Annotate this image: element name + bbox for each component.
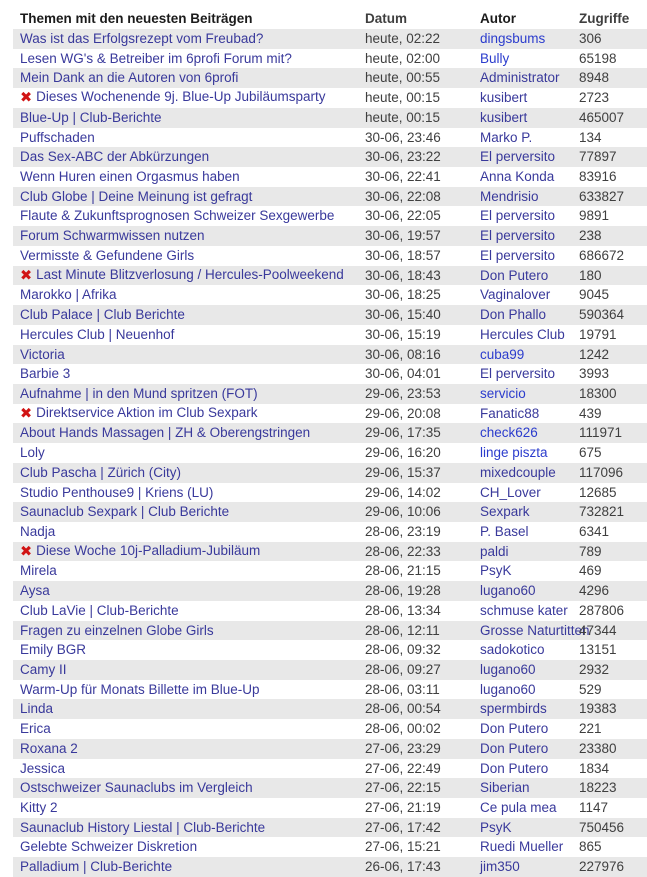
table-header-row bbox=[13, 8, 647, 29]
topic-date: 29-06, 14:02 bbox=[365, 484, 441, 500]
topic-views: 2723 bbox=[579, 90, 610, 106]
author-link[interactable]: Anna Konda bbox=[480, 169, 555, 185]
topic-views: 238 bbox=[579, 228, 602, 244]
table-row bbox=[13, 384, 647, 404]
topic-link[interactable]: Aufnahme | in den Mund spritzen (FOT) bbox=[20, 385, 258, 401]
topic-date: 28-06, 19:28 bbox=[365, 583, 441, 599]
author-link[interactable]: PsyK bbox=[480, 819, 512, 835]
topic-link[interactable]: Jessica bbox=[20, 760, 66, 776]
topic-date: 27-06, 21:19 bbox=[365, 800, 441, 816]
table-row bbox=[13, 522, 647, 542]
author-link[interactable]: paldi bbox=[480, 543, 509, 559]
table-row bbox=[13, 680, 647, 700]
topic-views: 47344 bbox=[579, 622, 617, 638]
author-link[interactable]: linge piszta bbox=[480, 445, 548, 461]
topic-views: 18223 bbox=[579, 780, 617, 796]
author-link[interactable]: Marko P. bbox=[480, 129, 533, 145]
topic-date: 28-06, 09:27 bbox=[365, 662, 441, 677]
topic-views: 12685 bbox=[579, 484, 617, 500]
author-link[interactable]: sadokotico bbox=[480, 642, 545, 658]
topic-link[interactable]: Palladium | Club-Berichte bbox=[20, 859, 173, 875]
topic-date: 30-06, 23:22 bbox=[365, 149, 441, 165]
author-link[interactable]: mixedcouple bbox=[480, 464, 556, 480]
author-link[interactable]: El perversito bbox=[480, 366, 556, 382]
topic-link[interactable]: Das Sex-ABC der Abkürzungen bbox=[20, 149, 210, 165]
topic-link[interactable]: Roxana 2 bbox=[20, 740, 78, 756]
topic-date: 26-06, 17:43 bbox=[365, 859, 441, 875]
column-header-topics: Themen mit den neuesten Beiträgen bbox=[20, 10, 253, 26]
topic-link[interactable]: Club LaVie | Club-Berichte bbox=[20, 602, 179, 618]
table-row bbox=[13, 226, 647, 246]
topic-views: 3993 bbox=[579, 366, 610, 382]
topic-link[interactable]: Camy II bbox=[20, 662, 67, 677]
topic-link[interactable]: Club Globe | Deine Meinung ist gefragt bbox=[20, 188, 253, 204]
author-link[interactable]: Mendrisio bbox=[480, 188, 539, 204]
topic-link[interactable]: Was ist das Erfolgsrezept vom Freubad? bbox=[20, 31, 264, 46]
topic-views: 6341 bbox=[579, 523, 610, 539]
table-row bbox=[13, 542, 647, 562]
topic-link[interactable]: Club Pascha | Zürich (City) bbox=[20, 464, 182, 480]
table-row bbox=[13, 463, 647, 483]
author-link[interactable]: Grosse Naturtitten bbox=[480, 622, 590, 638]
table-row bbox=[13, 857, 647, 877]
author-link[interactable]: CH_Lover bbox=[480, 484, 541, 500]
topic-link[interactable]: Dieses Wochenende 9j. Blue-Up Jubiläumsparty bbox=[36, 89, 326, 105]
table-row bbox=[13, 818, 647, 838]
table-row bbox=[13, 49, 647, 69]
topic-link[interactable]: Vermisste & Gefundene Girls bbox=[20, 247, 195, 263]
topic-views: 469 bbox=[579, 563, 602, 579]
column-header-views: Zugriffe bbox=[579, 10, 630, 26]
table-row bbox=[13, 128, 647, 148]
table-row bbox=[13, 305, 647, 325]
author-link[interactable]: lugano60 bbox=[480, 583, 536, 599]
table-row bbox=[13, 502, 647, 522]
author-link[interactable]: check626 bbox=[480, 425, 538, 441]
author-link[interactable]: Ruedi Mueller bbox=[480, 839, 564, 855]
table-row bbox=[13, 88, 647, 108]
topic-link[interactable]: Victoria bbox=[20, 346, 65, 362]
topic-date: 29-06, 17:35 bbox=[365, 425, 441, 441]
topic-link[interactable]: Last Minute Blitzverlosung / Hercules-Poolweekend bbox=[36, 266, 344, 282]
topic-link[interactable]: Lesen WG's & Betreiber im 6profi Forum mit? bbox=[20, 50, 292, 66]
topic-views: 18300 bbox=[579, 385, 617, 401]
topic-date: 29-06, 20:08 bbox=[365, 405, 441, 421]
topic-date: 27-06, 22:15 bbox=[365, 780, 441, 796]
topic-views: 2932 bbox=[579, 662, 610, 677]
column-header-date: Datum bbox=[365, 10, 408, 26]
table-row bbox=[13, 759, 647, 779]
topic-date: 28-06, 13:34 bbox=[365, 602, 441, 618]
table-row bbox=[13, 483, 647, 503]
topic-date: 28-06, 00:02 bbox=[365, 721, 441, 737]
table-row bbox=[13, 285, 647, 305]
author-link[interactable]: spermbirds bbox=[480, 701, 547, 717]
table-row bbox=[13, 621, 647, 641]
topic-link[interactable]: Forum Schwarmwissen nutzen bbox=[20, 228, 205, 244]
author-link[interactable]: jim350 bbox=[480, 859, 520, 875]
topic-date: 28-06, 09:32 bbox=[365, 642, 441, 658]
topic-date: heute, 00:15 bbox=[365, 90, 441, 106]
topic-views: 686672 bbox=[579, 247, 625, 263]
topic-link[interactable]: Club Palace | Club Berichte bbox=[20, 307, 185, 323]
author-link[interactable]: servicio bbox=[480, 385, 526, 401]
table-row bbox=[13, 778, 647, 798]
author-link[interactable]: El perversito bbox=[480, 149, 556, 165]
table-row bbox=[13, 739, 647, 759]
author-link[interactable]: Don Putero bbox=[480, 721, 549, 737]
topic-link[interactable]: Direktservice Aktion im Club Sexpark bbox=[36, 404, 258, 420]
author-link[interactable]: kusibert bbox=[480, 109, 528, 125]
table-row bbox=[13, 167, 647, 187]
topic-date: 30-06, 22:41 bbox=[365, 169, 441, 185]
topic-link[interactable]: Saunaclub Sexpark | Club Berichte bbox=[20, 504, 230, 520]
topic-views: 675 bbox=[579, 445, 602, 461]
author-link[interactable]: Fanatic88 bbox=[480, 405, 540, 421]
table-row bbox=[13, 345, 647, 365]
table-row bbox=[13, 443, 647, 463]
closed-topic-icon: ✖ bbox=[20, 543, 33, 560]
topic-views: 439 bbox=[579, 405, 602, 421]
closed-topic-icon: ✖ bbox=[20, 90, 33, 107]
closed-topic-icon: ✖ bbox=[20, 267, 33, 284]
author-link[interactable]: El perversito bbox=[480, 228, 556, 244]
table-row bbox=[13, 581, 647, 601]
topic-views: 9045 bbox=[579, 287, 610, 303]
topic-date: 30-06, 15:40 bbox=[365, 307, 441, 323]
topic-date: 29-06, 15:37 bbox=[365, 464, 441, 480]
author-link[interactable]: Don Putero bbox=[480, 740, 549, 756]
topic-views: 19383 bbox=[579, 701, 617, 717]
table-row bbox=[13, 404, 647, 424]
author-link[interactable]: P. Basel bbox=[480, 523, 529, 539]
topic-table bbox=[13, 0, 647, 877]
topic-date: 28-06, 00:54 bbox=[365, 701, 441, 717]
table-row bbox=[13, 601, 647, 621]
topic-views: 1834 bbox=[579, 760, 610, 776]
table-row bbox=[13, 423, 647, 443]
topic-date: 27-06, 22:49 bbox=[365, 760, 441, 776]
topic-link[interactable]: Blue-Up | Club-Berichte bbox=[20, 109, 162, 125]
topic-date: 28-06, 21:15 bbox=[365, 563, 441, 579]
topic-link[interactable]: Saunaclub History Liestal | Club-Berichte bbox=[20, 819, 266, 835]
table-row bbox=[13, 719, 647, 739]
topic-date: 27-06, 23:29 bbox=[365, 740, 441, 756]
topic-views: 4296 bbox=[579, 583, 610, 599]
table-row bbox=[13, 699, 647, 719]
topic-date: heute, 02:00 bbox=[365, 50, 441, 66]
topic-date: 30-06, 04:01 bbox=[365, 366, 441, 382]
author-link[interactable]: Hercules Club bbox=[480, 326, 565, 342]
author-link[interactable]: Siberian bbox=[480, 780, 530, 796]
topic-date: 27-06, 17:42 bbox=[365, 819, 441, 835]
topic-link[interactable]: Linda bbox=[20, 701, 54, 717]
author-link[interactable]: Don Putero bbox=[480, 760, 549, 776]
table-row bbox=[13, 108, 647, 128]
topic-date: 30-06, 22:08 bbox=[365, 188, 441, 204]
topic-views: 8948 bbox=[579, 70, 610, 86]
topic-link[interactable]: Hercules Club | Neuenhof bbox=[20, 326, 175, 342]
author-link[interactable]: Bully bbox=[480, 50, 510, 66]
topic-views: 1242 bbox=[579, 346, 610, 362]
table-row bbox=[13, 561, 647, 581]
topic-views: 23380 bbox=[579, 740, 617, 756]
topic-date: 28-06, 03:11 bbox=[365, 681, 440, 697]
topic-date: 30-06, 22:05 bbox=[365, 208, 441, 224]
topic-date: 30-06, 23:46 bbox=[365, 129, 441, 145]
topic-link[interactable]: Ostschweizer Saunaclubs im Vergleich bbox=[20, 780, 253, 796]
topic-views: 111971 bbox=[579, 425, 623, 441]
topic-date: heute, 00:55 bbox=[365, 70, 441, 86]
topic-views: 465007 bbox=[579, 109, 625, 125]
topic-views: 65198 bbox=[579, 50, 617, 66]
topic-views: 83916 bbox=[579, 169, 617, 185]
author-link[interactable]: Sexpark bbox=[480, 504, 530, 520]
topic-date: heute, 00:15 bbox=[365, 109, 441, 125]
topic-views: 306 bbox=[579, 31, 602, 46]
topic-date: 30-06, 19:57 bbox=[365, 228, 441, 244]
topic-link[interactable]: Aysa bbox=[20, 583, 50, 599]
author-link[interactable]: Don Phallo bbox=[480, 307, 547, 323]
table-row bbox=[13, 206, 647, 226]
topic-views: 865 bbox=[579, 839, 602, 855]
topic-views: 134 bbox=[579, 129, 602, 145]
topic-link[interactable]: Emily BGR bbox=[20, 642, 87, 658]
topic-views: 529 bbox=[579, 681, 602, 697]
topic-views: 732821 bbox=[579, 504, 625, 520]
topic-date: heute, 02:22 bbox=[365, 31, 441, 46]
topic-date: 30-06, 18:43 bbox=[365, 267, 441, 283]
topic-views: 633827 bbox=[579, 188, 625, 204]
topic-date: 27-06, 15:21 bbox=[365, 839, 441, 855]
author-link[interactable]: El perversito bbox=[480, 247, 556, 263]
topic-link[interactable]: Diese Woche 10j-Palladium-Jubiläum bbox=[36, 542, 261, 558]
author-link[interactable]: schmuse kater bbox=[480, 602, 568, 618]
author-link[interactable]: lugano60 bbox=[480, 681, 536, 697]
author-link[interactable]: El perversito bbox=[480, 208, 556, 224]
topic-link[interactable]: Mein Dank an die Autoren von 6profi bbox=[20, 70, 239, 86]
topic-views: 789 bbox=[579, 543, 602, 559]
topic-views: 13151 bbox=[579, 642, 617, 658]
topic-date: 30-06, 18:25 bbox=[365, 287, 441, 303]
author-link[interactable]: kusibert bbox=[480, 90, 528, 106]
topic-link[interactable]: Puffschaden bbox=[20, 129, 95, 145]
topic-views: 180 bbox=[579, 267, 602, 283]
topic-date: 30-06, 18:57 bbox=[365, 247, 441, 263]
topic-views: 117096 bbox=[579, 464, 624, 480]
topic-views: 590364 bbox=[579, 307, 625, 323]
topic-link[interactable]: Marokko | Afrika bbox=[20, 287, 117, 303]
topic-link[interactable]: Studio Penthouse9 | Kriens (LU) bbox=[20, 484, 214, 500]
topic-views: 19791 bbox=[579, 326, 617, 342]
author-link[interactable]: cuba99 bbox=[480, 346, 525, 362]
author-link[interactable]: Ce pula mea bbox=[480, 800, 557, 816]
table-row bbox=[13, 147, 647, 167]
author-link[interactable]: Don Putero bbox=[480, 267, 549, 283]
author-link[interactable]: Vaginalover bbox=[480, 287, 551, 303]
topic-link[interactable]: Fragen zu einzelnen Globe Girls bbox=[20, 622, 214, 638]
table-row bbox=[13, 325, 647, 345]
topic-date: 29-06, 23:53 bbox=[365, 385, 441, 401]
author-link[interactable]: PsyK bbox=[480, 563, 512, 579]
author-link[interactable]: lugano60 bbox=[480, 662, 536, 677]
topic-link[interactable]: Barbie 3 bbox=[20, 366, 71, 382]
topic-link[interactable]: About Hands Massagen | ZH & Oberengstringen bbox=[20, 425, 311, 441]
table-row bbox=[13, 266, 647, 286]
table-row bbox=[13, 837, 647, 857]
topic-date: 30-06, 15:19 bbox=[365, 326, 441, 342]
topic-views: 1147 bbox=[579, 800, 609, 816]
topic-views: 750456 bbox=[579, 819, 625, 835]
topic-link[interactable]: Erica bbox=[20, 721, 51, 737]
topic-date: 28-06, 22:33 bbox=[365, 543, 441, 559]
topic-link[interactable]: Mirela bbox=[20, 563, 57, 579]
topic-rows bbox=[13, 29, 647, 877]
table-row bbox=[13, 187, 647, 207]
table-row bbox=[13, 798, 647, 818]
topic-link[interactable]: Gelebte Schweizer Diskretion bbox=[20, 839, 198, 855]
topic-link[interactable]: Loly bbox=[20, 445, 45, 461]
table-row bbox=[13, 364, 647, 384]
author-link[interactable]: dingsbums bbox=[480, 31, 546, 46]
column-header-author: Autor bbox=[480, 10, 516, 26]
table-row bbox=[13, 68, 647, 88]
topic-link[interactable]: Flaute & Zukunftsprognosen Schweizer Sexgewerbe bbox=[20, 208, 335, 224]
table-row bbox=[13, 246, 647, 266]
topic-link[interactable]: Nadja bbox=[20, 523, 56, 539]
closed-topic-icon: ✖ bbox=[20, 405, 33, 422]
topic-views: 9891 bbox=[579, 208, 610, 224]
topic-date: 30-06, 08:16 bbox=[365, 346, 441, 362]
topic-link[interactable]: Warm-Up für Monats Billette im Blue-Up bbox=[20, 681, 260, 697]
topic-views: 221 bbox=[579, 721, 602, 737]
topic-link[interactable]: Wenn Huren einen Orgasmus haben bbox=[20, 169, 240, 185]
topic-date: 28-06, 12:11 bbox=[365, 622, 440, 638]
author-link[interactable]: Administrator bbox=[480, 70, 560, 86]
topic-views: 77897 bbox=[579, 149, 617, 165]
table-row bbox=[13, 29, 647, 49]
table-row bbox=[13, 640, 647, 660]
topic-link[interactable]: Kitty 2 bbox=[20, 800, 58, 816]
table-row bbox=[13, 660, 647, 680]
topic-date: 28-06, 23:19 bbox=[365, 523, 441, 539]
topic-views: 287806 bbox=[579, 602, 625, 618]
topic-date: 29-06, 10:06 bbox=[365, 504, 441, 520]
topic-views: 227976 bbox=[579, 859, 625, 875]
topic-date: 29-06, 16:20 bbox=[365, 445, 441, 461]
